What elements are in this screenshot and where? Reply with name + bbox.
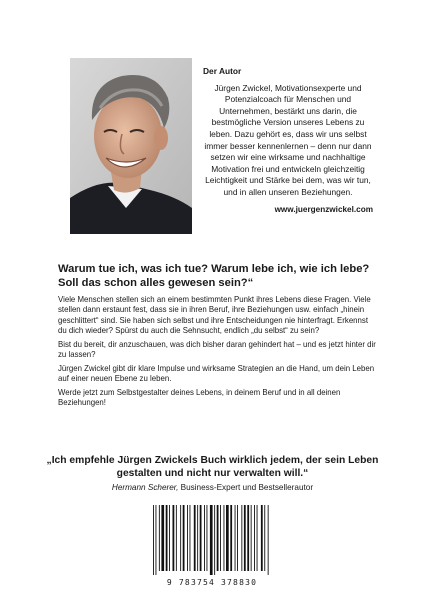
author-section <box>203 66 373 215</box>
author-bio: Jürgen Zwickel, Motivationsexperte und Potenzialcoach für Menschen und Unternehmen, bestärkt uns darin, die bestmögliche Version unseres Lebens zu leben. Dazu gehört es, dass wir uns selbst immer besser kennenlernen – denn nur dann setzen wir eine wirksame und nachhaltige Motivation frei und entwickeln gleichzeitig Leichtigkeit und Stärke bei dem, was wir tun, und in allen unseren Beziehungen. <box>204 82 372 197</box>
blurb-text <box>58 295 378 412</box>
author-portrait-image <box>70 58 192 234</box>
quote-text: „Ich empfehle Jürgen Zwickels Buch wirklich jedem, der sein Leben gestalten und nicht nur verwalten will.“ <box>46 455 379 479</box>
quote-attribution <box>40 483 385 492</box>
quote-author-role: Business-Expert und Bestsellerautor <box>178 483 314 493</box>
back-cover-headline: Warum tue ich, was ich tue? Warum lebe ich, wie ich lebe? Soll das schon alles gewesen sein?“ <box>58 263 370 290</box>
author-photo <box>70 58 192 234</box>
blurb-paragraph: Werde jetzt zum Selbstgestalter deines Lebens, in deinem Beruf und in all deinen Beziehungen! <box>58 387 341 408</box>
quote-author-name: Hermann Scherer, <box>111 483 179 493</box>
isbn-number: 9 783754 378830 <box>166 578 258 587</box>
blurb-paragraph: Viele Menschen stellen sich an einem bestimmten Punkt ihres Lebens diese Fragen. Viele stellen dann erstaunt fest, dass sie in ihren Beruf, ihre Beziehungen usw. einfach „hinein geschlittert“ sind. Sie haben sich selbst und ihre Entscheidungen nie hinterfragt. Erkennst du dich wieder? Spürst du auch die Sehnsucht, endlich „du selbst“ zu sein? <box>58 295 371 336</box>
barcode-bars <box>147 503 277 575</box>
endorsement-quote <box>40 455 385 492</box>
isbn-barcode <box>147 503 277 575</box>
blurb-paragraph: Bist du bereit, dir anzuschauen, was dich bisher daran gehindert hat – und es jetzt hinter dir zu lassen? <box>58 339 376 360</box>
author-website-link[interactable]: www.juergenzwickel.com <box>274 204 373 214</box>
author-heading: Der Autor <box>203 66 242 76</box>
blurb-paragraph: Jürgen Zwickel gibt dir klare Impulse und wirksame Strategien an die Hand, um dein Leben auf einer neuen Ebene zu leben. <box>58 363 375 384</box>
